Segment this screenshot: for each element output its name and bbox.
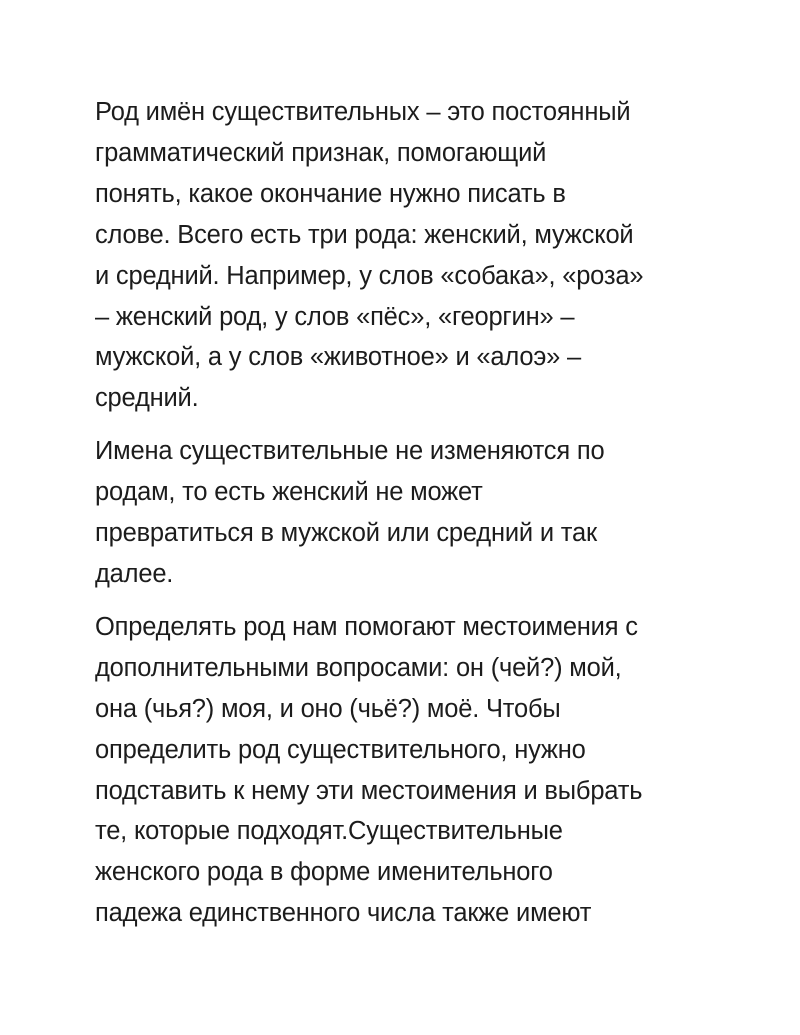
text-line: слове. Всего есть три рода: женский, мужской [95,220,634,249]
text-line: определить род существительного, нужно [95,735,586,764]
document-body [95,92,735,946]
text-line: – женский род, у слов «пёс», «георгин» – [95,302,575,331]
text-line: она (чья?) моя, и оно (чьё?) моё. Чтобы [95,694,561,723]
paragraph-2 [95,431,735,595]
text-line: родам, то есть женский не может [95,478,483,507]
text-line: дополнительными вопросами: он (чей?) мой, [95,653,622,682]
text-line: подставить к нему эти местоимения и выбрать [95,776,643,805]
text-line: и средний. Например, у слов «собака», «роза» [95,261,644,290]
text-line: средний. [95,384,199,413]
text-line: далее. [95,559,174,588]
text-line: женского рода в форме именительного [95,858,553,887]
text-line: Определять род нам помогают местоимения с [95,612,638,641]
text-line: те, которые подходят.Существительные [95,817,563,846]
text-line: падежа единственного числа также имеют [95,899,592,928]
paragraph-1 [95,92,735,419]
text-line: Имена существительные не изменяются по [95,437,605,466]
text-line: Род имён существительных – это постоянный [95,98,631,126]
paragraph-3 [95,607,735,934]
text-line: понять, какое окончание нужно писать в [95,179,566,208]
text-line: превратиться в мужской или средний и так [95,519,597,548]
text-line: мужской, а у слов «животное» и «алоэ» – [95,343,581,372]
text-line: грамматический признак, помогающий [95,138,547,167]
